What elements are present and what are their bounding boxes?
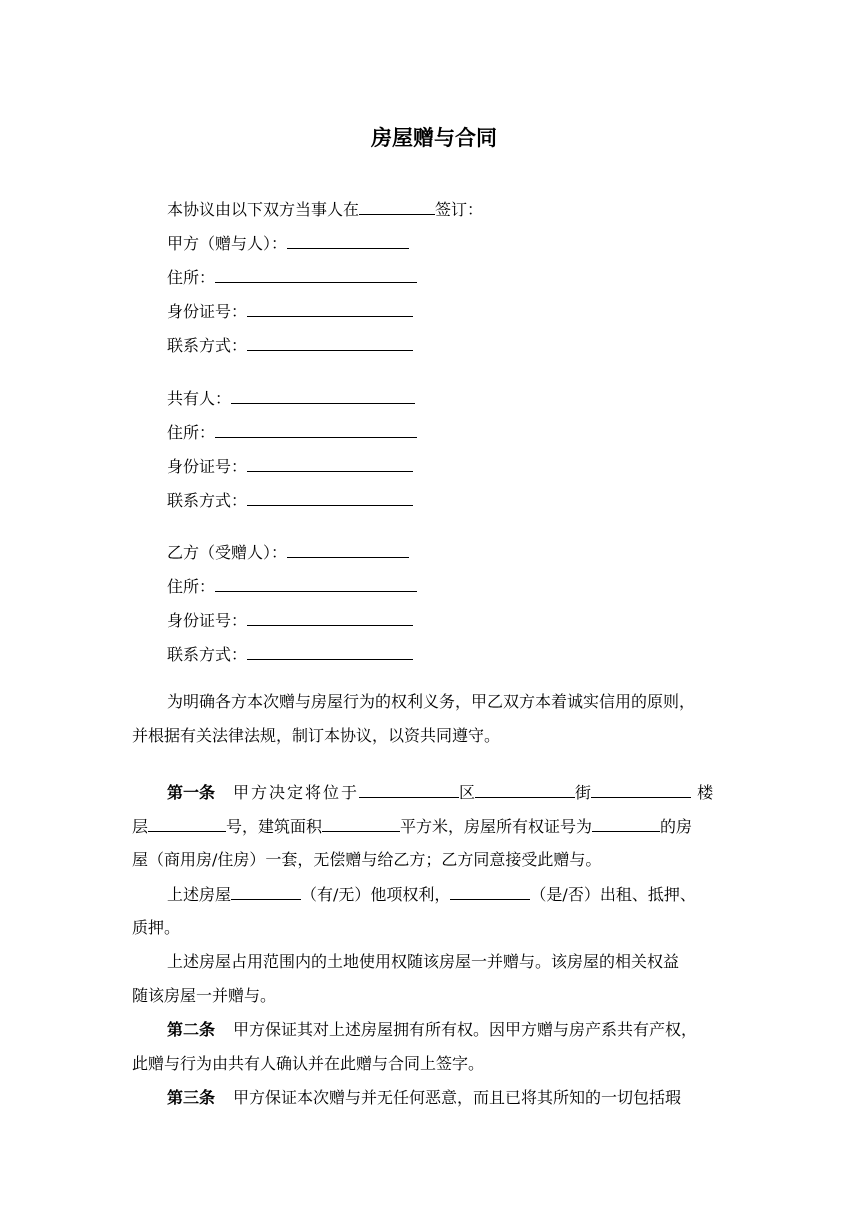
preamble-line-1: 为明确各方本次赠与房屋行为的权利义务，甲乙双方本着诚实信用的原则， bbox=[167, 692, 696, 711]
floor-blank[interactable] bbox=[148, 814, 226, 832]
article1-line-2 bbox=[132, 814, 692, 838]
document-title: 房屋赠与合同 bbox=[371, 125, 497, 150]
article1-text: （有/无）他项权利， bbox=[301, 885, 451, 904]
party-a-contact-row bbox=[167, 333, 413, 357]
article1-line-5: 质押。 bbox=[132, 918, 181, 937]
intro-text: 本协议由以下双方当事人在 bbox=[167, 200, 360, 219]
co-owner-id-label: 身份证号： bbox=[167, 457, 248, 476]
article1-heading: 第一条 bbox=[167, 783, 216, 802]
intro-line bbox=[167, 197, 483, 221]
article1-text: （是/否）出租、抵押、 bbox=[530, 885, 696, 904]
party-b-contact-label: 联系方式： bbox=[167, 645, 248, 664]
co-owner-contact-label: 联系方式： bbox=[167, 491, 248, 510]
lease-mortgage-blank[interactable] bbox=[450, 882, 530, 900]
article1-line-4 bbox=[167, 882, 696, 906]
street-blank[interactable] bbox=[475, 780, 575, 798]
party-a-id-label: 身份证号： bbox=[167, 302, 248, 321]
party-b-id-row bbox=[167, 608, 413, 632]
co-owner-id-row bbox=[167, 454, 413, 478]
co-owner-name-blank[interactable] bbox=[231, 386, 415, 404]
signing-place-blank[interactable] bbox=[359, 197, 435, 215]
party-a-contact-label: 联系方式： bbox=[167, 336, 248, 355]
article1-text: 上述房屋 bbox=[167, 885, 232, 904]
party-b-address-label: 住所： bbox=[167, 577, 216, 596]
article2-line-1 bbox=[167, 1018, 697, 1042]
co-owner-name-label: 共有人： bbox=[167, 389, 232, 408]
party-b-contact-blank[interactable] bbox=[247, 642, 413, 660]
party-b-address-row bbox=[167, 574, 417, 598]
co-owner-contact-row bbox=[167, 488, 413, 512]
party-a-address-label: 住所： bbox=[167, 268, 216, 287]
article1-text: 号，建筑面积 bbox=[226, 817, 323, 836]
party-a-contact-blank[interactable] bbox=[247, 333, 413, 351]
certificate-number-blank[interactable] bbox=[592, 814, 660, 832]
article1-text: 区 bbox=[459, 783, 476, 802]
co-owner-contact-blank[interactable] bbox=[247, 488, 413, 506]
co-owner-address-row bbox=[167, 420, 417, 444]
article2-text: 甲方保证其对上述房屋拥有所有权。因甲方赠与房产系共有产权， bbox=[233, 1020, 698, 1039]
article3-line-1 bbox=[167, 1086, 681, 1110]
article3-heading: 第三条 bbox=[167, 1088, 216, 1107]
co-owner-name-row bbox=[167, 386, 415, 410]
party-b-contact-row bbox=[167, 642, 413, 666]
party-a-name-blank[interactable] bbox=[287, 231, 409, 249]
party-b-name-blank[interactable] bbox=[287, 540, 409, 558]
article3-text: 甲方保证本次赠与并无任何恶意，而且已将其所知的一切包括瑕 bbox=[233, 1088, 682, 1107]
co-owner-id-blank[interactable] bbox=[247, 454, 413, 472]
article1-line-1 bbox=[167, 780, 713, 804]
party-a-address-blank[interactable] bbox=[215, 265, 417, 283]
co-owner-address-blank[interactable] bbox=[215, 420, 417, 438]
party-a-id-blank[interactable] bbox=[247, 299, 413, 317]
article1-line-3: 屋（商用房/住房）一套，无偿赠与给乙方；乙方同意接受此赠与。 bbox=[132, 850, 602, 869]
article2-line-2: 此赠与行为由共有人确认并在此赠与合同上签字。 bbox=[132, 1054, 485, 1073]
building-blank[interactable] bbox=[591, 780, 691, 798]
party-a-address-row bbox=[167, 265, 417, 289]
article1-line-7: 随该房屋一并赠与。 bbox=[132, 986, 277, 1005]
co-owner-address-label: 住所： bbox=[167, 423, 216, 442]
article2-heading: 第二条 bbox=[167, 1020, 216, 1039]
party-b-address-blank[interactable] bbox=[215, 574, 417, 592]
party-a-id-row bbox=[167, 299, 413, 323]
party-b-name-label: 乙方（受赠人）： bbox=[167, 543, 288, 562]
article1-line-6: 上述房屋占用范围内的土地使用权随该房屋一并赠与。该房屋的相关权益 bbox=[167, 952, 680, 971]
article1-text: 平方米，房屋所有权证号为 bbox=[400, 817, 593, 836]
party-a-name-label: 甲方（赠与人）： bbox=[167, 234, 288, 253]
preamble-line-2: 并根据有关法律法规，制订本协议，以资共同遵守。 bbox=[132, 726, 501, 745]
article1-text: 的房 bbox=[660, 817, 693, 836]
intro-text-end: 签订： bbox=[435, 200, 484, 219]
party-a-name-row bbox=[167, 231, 409, 255]
article1-text: 楼 bbox=[697, 783, 714, 802]
other-rights-blank[interactable] bbox=[231, 882, 301, 900]
article1-text: 街 bbox=[575, 783, 592, 802]
article1-text: 甲方决定将位于 bbox=[233, 783, 360, 802]
area-blank[interactable] bbox=[322, 814, 400, 832]
party-b-id-label: 身份证号： bbox=[167, 611, 248, 630]
district-blank[interactable] bbox=[359, 780, 459, 798]
article1-text: 层 bbox=[132, 817, 149, 836]
party-b-name-row bbox=[167, 540, 409, 564]
party-b-id-blank[interactable] bbox=[247, 608, 413, 626]
